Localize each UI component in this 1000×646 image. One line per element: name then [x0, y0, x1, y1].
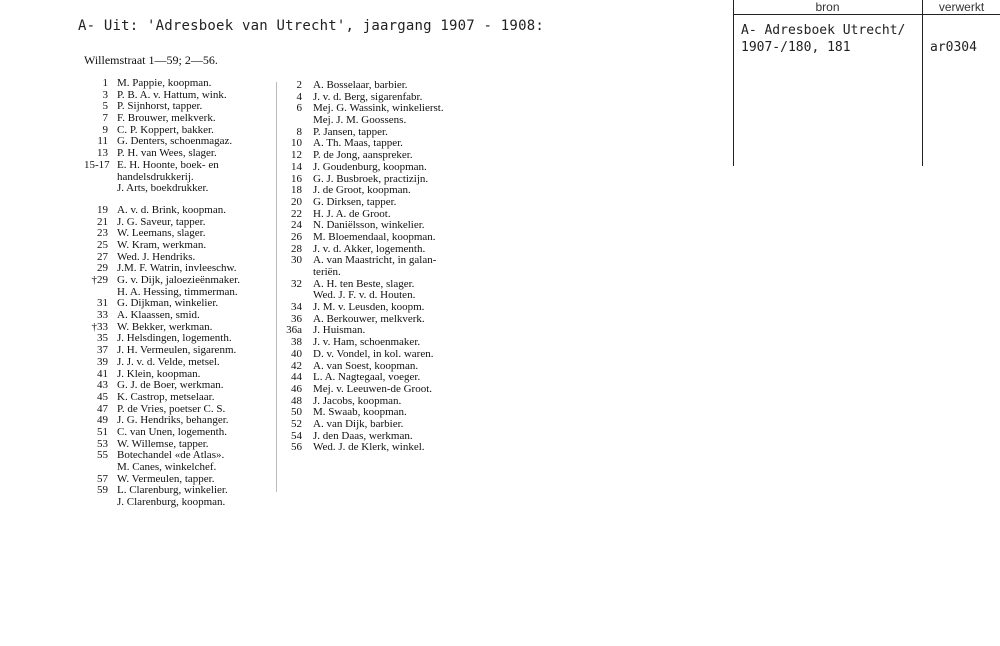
resident-name: G. J. Busbroek, practizijn. [313, 172, 429, 185]
resident-name: H. A. Hessing, timmerman. [117, 285, 238, 298]
resident-name: J. Klein, koopman. [117, 367, 201, 380]
resident-name: Mej. J. M. Goossens. [313, 114, 407, 127]
resident-name: P. de Vries, poetser C. S. [117, 402, 226, 415]
address-entry [282, 302, 472, 314]
house-number: 34 [291, 301, 302, 314]
address-entry [282, 232, 472, 244]
house-number: 21 [97, 215, 108, 228]
house-number: 55 [97, 449, 108, 462]
resident-name: J. G. Saveur, tapper. [117, 215, 206, 228]
house-number: 16 [291, 172, 302, 185]
address-entry [282, 442, 472, 454]
house-number: 25 [97, 238, 108, 251]
house-number: 26 [291, 230, 302, 243]
resident-name: W. Willemse, tapper. [117, 437, 209, 450]
house-number [282, 267, 313, 279]
verwerkt-value: ar0304 [930, 40, 977, 55]
address-entry [84, 78, 276, 90]
address-entry [84, 205, 276, 217]
resident-name: J. v. d. Berg, sigarenfabr. [313, 90, 423, 103]
resident-name: W. Leemans, slager. [117, 227, 206, 240]
resident-name: Wed. J. F. v. d. Houten. [313, 289, 416, 302]
house-number: 33 [97, 309, 108, 322]
house-number: 59 [97, 484, 108, 497]
house-number: 47 [97, 402, 108, 415]
resident-name: teriën. [313, 266, 341, 278]
card-header-border [733, 14, 1000, 15]
left-column [84, 78, 276, 509]
house-number: 45 [97, 390, 108, 403]
house-number: 15-17 [84, 158, 110, 171]
resident-name: handelsdrukkerij. [117, 170, 194, 183]
address-entry [84, 427, 276, 439]
resident-name: J. v. Ham, schoenmaker. [313, 336, 421, 349]
resident-name: Mej. G. Wassink, winkelierst. [313, 102, 444, 115]
resident-name: W. Kram, werkman. [117, 238, 207, 251]
resident-name: J. Helsdingen, logementh. [117, 332, 232, 345]
resident-name: M. Pappie, koopman. [117, 77, 212, 89]
house-number [282, 115, 313, 127]
resident-name: C. van Unen, logementh. [117, 425, 227, 438]
card-middle-border [922, 0, 923, 166]
house-number [84, 183, 117, 195]
house-number: 22 [291, 207, 302, 220]
house-number: 13 [97, 147, 108, 160]
index-card [733, 0, 1000, 166]
house-number: 9 [102, 123, 108, 136]
house-number: 49 [97, 414, 108, 427]
resident-name: A. van Soest, koopman. [313, 359, 419, 372]
house-number: 32 [291, 277, 302, 290]
resident-name: F. Brouwer, melkverk. [117, 112, 216, 125]
house-number: 27 [97, 250, 108, 263]
address-entry [84, 497, 276, 509]
resident-name: J. Goudenburg, koopman. [313, 160, 427, 173]
resident-name: J. de Groot, koopman. [313, 184, 411, 197]
resident-name: G. Dijkman, winkelier. [117, 297, 219, 310]
house-number: 6 [296, 102, 302, 115]
house-number: 46 [291, 382, 302, 395]
resident-name: Wed. J. Hendriks. [117, 250, 196, 263]
resident-name: J. J. v. d. Velde, metsel. [117, 355, 220, 368]
house-number: 39 [97, 355, 108, 368]
resident-name: J. Huisman. [313, 324, 366, 337]
resident-name: G. v. Dijk, jaloezieënmaker. [117, 274, 240, 286]
house-number: 14 [291, 160, 302, 173]
house-number: 56 [291, 441, 302, 454]
house-number: 23 [97, 227, 108, 240]
house-number: 5 [102, 100, 108, 113]
resident-name: N. Daniëlsson, winkelier. [313, 219, 425, 232]
resident-name: J. M. v. Leusden, koopm. [313, 301, 425, 314]
resident-name: J. Jacobs, koopman. [313, 394, 402, 407]
house-number: 10 [291, 137, 302, 150]
house-number: 8 [296, 125, 302, 138]
house-number [84, 172, 117, 184]
house-number: 29 [97, 262, 108, 275]
resident-name: J.M. F. Watrin, invleeschw. [117, 262, 237, 275]
address-entry [84, 160, 276, 172]
house-number: 28 [291, 242, 302, 255]
house-number: †29 [91, 274, 108, 286]
house-number: 1 [102, 77, 108, 89]
address-entry [282, 162, 472, 174]
resident-name: A. v. d. Brink, koopman. [117, 203, 226, 216]
house-number: 18 [291, 184, 302, 197]
card-left-border [733, 0, 734, 166]
resident-name: J. Arts, boekdrukker. [117, 182, 209, 195]
address-entry [282, 384, 472, 396]
address-entry [84, 113, 276, 125]
house-number: 20 [291, 195, 302, 208]
bron-header: bron [815, 0, 840, 14]
resident-name: G. Denters, schoenmagaz. [117, 135, 233, 148]
house-number: 24 [291, 219, 302, 232]
address-entry [282, 255, 472, 267]
resident-name: W. Bekker, werkman. [117, 320, 213, 333]
resident-name: Botechandel «de Atlas». [117, 449, 225, 462]
resident-name: J. den Daas, werkman. [313, 429, 413, 442]
house-number: 36a [286, 324, 302, 337]
house-number: 57 [97, 472, 108, 485]
house-number: 7 [102, 112, 108, 125]
resident-name: P. B. A. v. Hattum, wink. [117, 88, 227, 101]
column-divider [276, 82, 277, 492]
house-number: 43 [97, 379, 108, 392]
house-number: 3 [102, 88, 108, 101]
house-number: 53 [97, 437, 108, 450]
resident-name: K. Castrop, metselaar. [117, 390, 215, 403]
address-entry [84, 275, 276, 287]
house-number: 12 [291, 149, 302, 162]
street-heading: Willemstraat 1—59; 2—56. [84, 53, 218, 67]
bron-value: A- Adresboek Utrecht/ 1907-/180, 181 [741, 23, 906, 55]
resident-name: A. Bosselaar, barbier. [313, 79, 408, 91]
address-entry [84, 240, 276, 252]
house-number: 48 [291, 394, 302, 407]
right-column [282, 80, 472, 454]
resident-name: D. v. Vondel, in kol. waren. [313, 347, 434, 360]
address-entry [282, 115, 472, 127]
house-number: 36 [291, 312, 302, 325]
resident-name: Mej. v. Leeuwen-de Groot. [313, 382, 433, 395]
resident-name: J. Clarenburg, koopman. [117, 496, 226, 509]
house-number: 41 [97, 367, 108, 380]
address-entry [282, 267, 472, 279]
address-entry [84, 183, 276, 195]
house-number: 42 [291, 359, 302, 372]
house-number [84, 462, 117, 474]
resident-name: A. Klaassen, smid. [117, 309, 200, 322]
address-entry [282, 80, 472, 92]
verwerkt-header: verwerkt [938, 0, 985, 14]
address-entry [84, 462, 276, 474]
resident-name: J. v. d. Akker, logementh. [313, 242, 426, 255]
house-number: 31 [97, 297, 108, 310]
house-number: 52 [291, 417, 302, 430]
resident-name: E. H. Hoonte, boek- en [117, 158, 219, 171]
house-number: 50 [291, 406, 302, 419]
resident-name: M. Swaab, koopman. [313, 406, 407, 419]
resident-name: G. Dirksen, tapper. [313, 195, 397, 208]
house-number: 40 [291, 347, 302, 360]
resident-name: Wed. J. de Klerk, winkel. [313, 441, 425, 454]
resident-name: M. Bloemendaal, koopman. [313, 230, 436, 243]
resident-name: P. de Jong, aanspreker. [313, 149, 413, 162]
house-number: 30 [291, 254, 302, 267]
house-number: 38 [291, 336, 302, 349]
resident-name: G. J. de Boer, werkman. [117, 379, 224, 392]
house-number: 51 [97, 425, 108, 438]
resident-name: A. Th. Maas, tapper. [313, 137, 403, 150]
house-number: †33 [91, 320, 108, 333]
document-title: A- Uit: 'Adresboek van Utrecht', jaargang 1907 - 1908: [78, 18, 544, 34]
house-number: 44 [291, 371, 302, 384]
resident-name: W. Vermeulen, tapper. [117, 472, 215, 485]
house-number: 35 [97, 332, 108, 345]
house-number: 19 [97, 203, 108, 216]
resident-name: M. Canes, winkelchef. [117, 461, 217, 473]
address-entry [282, 314, 472, 326]
address-entry [282, 419, 472, 431]
resident-name: L. Clarenburg, winkelier. [117, 484, 228, 497]
address-entry [84, 310, 276, 322]
house-number: 2 [296, 79, 302, 91]
resident-name: C. P. Koppert, bakker. [117, 123, 214, 136]
address-entry [282, 349, 472, 361]
house-number: 54 [291, 429, 302, 442]
resident-name: A. van Maastricht, in galan- [313, 254, 437, 267]
resident-name: A. van Dijk, barbier. [313, 417, 404, 430]
house-number: 11 [97, 135, 108, 148]
resident-name: H. J. A. de Groot. [313, 207, 391, 220]
house-number: 4 [296, 90, 302, 103]
house-number [84, 497, 117, 509]
resident-name: A. Berkouwer, melkverk. [313, 312, 425, 325]
resident-name: A. H. ten Beste, slager. [313, 277, 415, 290]
resident-name: L. A. Nagtegaal, voeger. [313, 371, 421, 384]
resident-name: J. G. Hendriks, behanger. [117, 414, 229, 427]
address-entry [84, 357, 276, 369]
resident-name: J. H. Vermeulen, sigarenm. [117, 344, 237, 357]
resident-name: P. H. van Wees, slager. [117, 147, 217, 160]
address-entry [282, 197, 472, 209]
resident-name: P. Sijnhorst, tapper. [117, 100, 203, 113]
resident-name: P. Jansen, tapper. [313, 125, 388, 138]
address-entry [84, 392, 276, 404]
house-number: 37 [97, 344, 108, 357]
